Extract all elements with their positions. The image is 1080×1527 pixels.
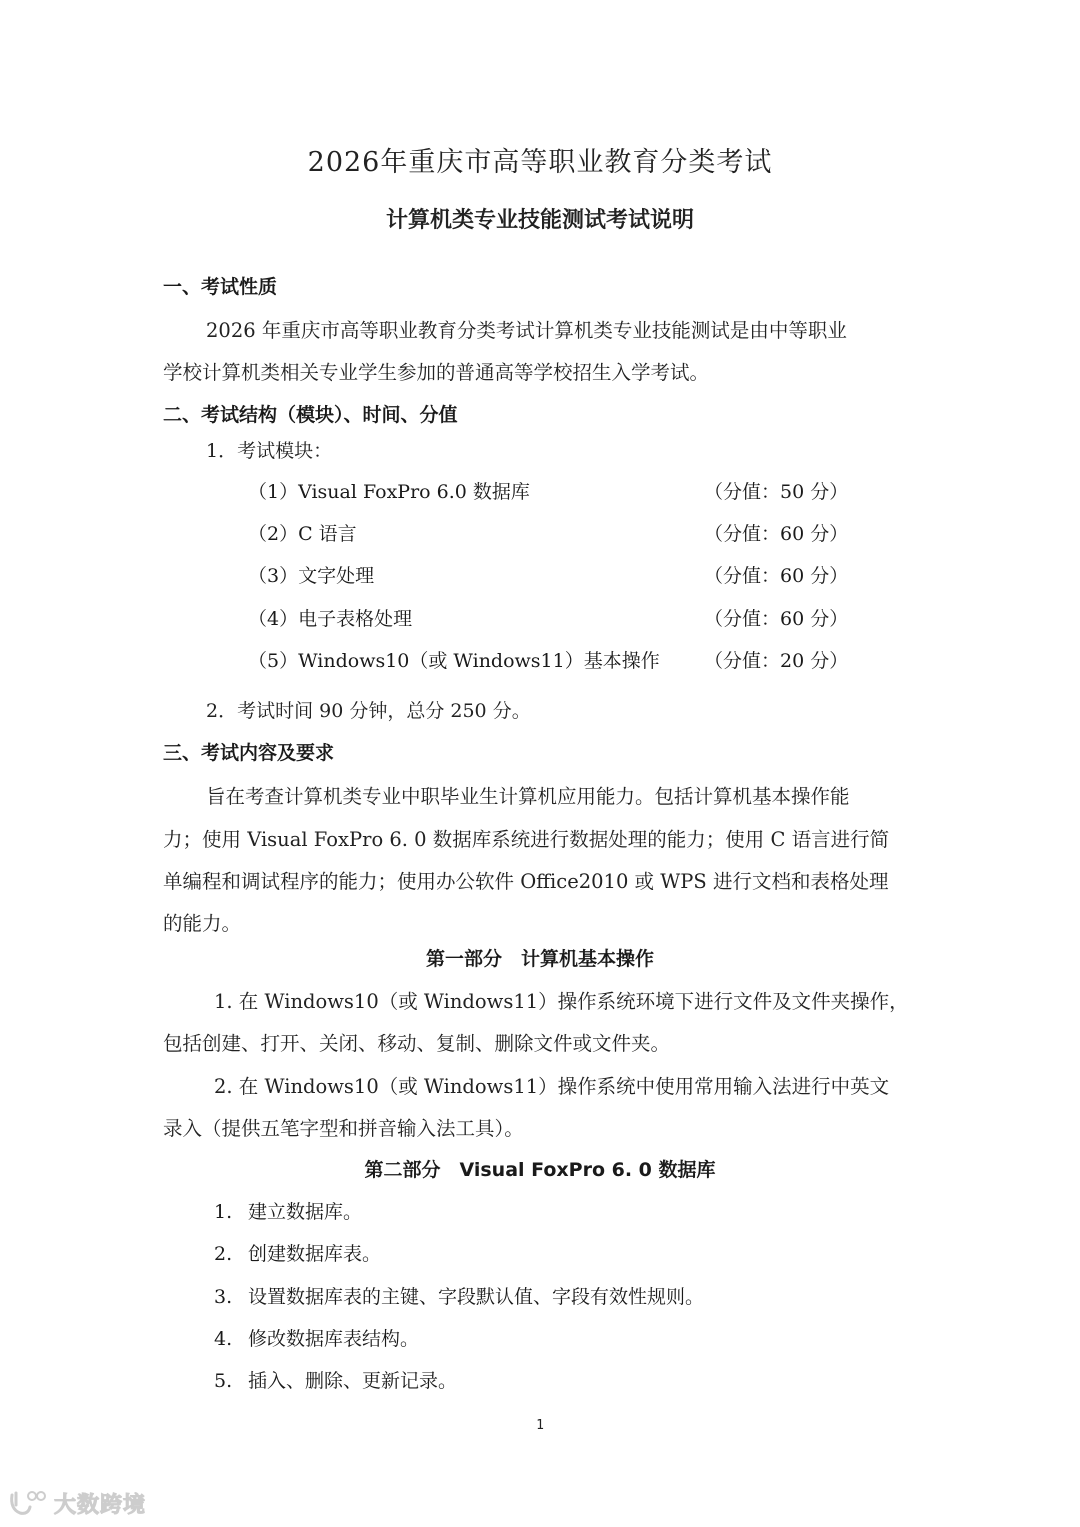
document-subtitle: 计算机类专业技能测试考试说明 — [385, 208, 694, 233]
page-number: 1 — [536, 1418, 544, 1433]
section-heading-content: 三、考试内容及要求 — [163, 742, 335, 764]
part1-item-line: 1. 在 Windows10（或 Windows11）操作系统环境下进行文件及文件夹操作， — [214, 990, 909, 1013]
list-item-text: 建立数据库。 — [248, 1201, 363, 1223]
part1-item-line: 包括创建、打开、关闭、移动、复制、删除文件或文件夹。 — [163, 1032, 671, 1055]
module-score: （分值：20 分） — [704, 650, 849, 672]
modules-label: 1．考试模块： — [206, 440, 333, 462]
list-item-number: 4. — [214, 1328, 233, 1350]
module-score: （分值：50 分） — [704, 481, 849, 503]
module-label: （1）Visual FoxPro 6.0 数据库 — [248, 481, 530, 503]
list-item — [214, 1239, 381, 1266]
list-item-text: 修改数据库表结构。 — [248, 1328, 420, 1350]
list-item — [214, 1324, 419, 1351]
list-item-number: 1. — [214, 1201, 233, 1223]
list-item-text: 插入、删除、更新记录。 — [248, 1370, 458, 1392]
watermark-logo-icon — [8, 1489, 48, 1523]
paragraph-line: 力；使用 Visual FoxPro 6. 0 数据库系统进行数据处理的能力；使用 C 语言进行简 — [163, 828, 890, 851]
module-label: （2）C 语言 — [248, 523, 357, 545]
list-item-number: 2. — [214, 1243, 233, 1265]
paragraph-line: 旨在考查计算机类专业中职毕业生计算机应用能力。包括计算机基本操作能 — [206, 785, 850, 808]
paragraph-line: 学校计算机类相关专业学生参加的普通高等学校招生入学考试。 — [163, 361, 710, 384]
list-item — [214, 1282, 704, 1309]
section-heading-structure: 二、考试结构（模块）、时间、分值 — [163, 404, 458, 426]
exam-time-line: 2．考试时间 90 分钟，总分 250 分。 — [206, 700, 531, 722]
paragraph-line: 的能力。 — [163, 912, 242, 935]
list-item-number: 5. — [214, 1370, 233, 1392]
part-heading-vfp: 第二部分 Visual FoxPro 6. 0 数据库 — [364, 1159, 716, 1181]
module-score: （分值：60 分） — [704, 608, 849, 630]
paragraph-line: 2026 年重庆市高等职业教育分类考试计算机类专业技能测试是由中等职业 — [206, 319, 847, 342]
module-label: （3）文字处理 — [248, 565, 375, 587]
list-item-text: 创建数据库表。 — [248, 1243, 382, 1265]
module-score: （分值：60 分） — [704, 565, 849, 587]
part1-item-line: 录入（提供五笔字型和拼音输入法工具）。 — [163, 1117, 524, 1140]
part-heading-basic-ops: 第一部分 计算机基本操作 — [425, 948, 654, 970]
list-item — [214, 1366, 457, 1393]
watermark — [8, 1488, 146, 1523]
list-item-number: 3. — [214, 1286, 233, 1308]
part1-item-line: 2. 在 Windows10（或 Windows11）操作系统中使用常用输入法进行中英文 — [214, 1075, 890, 1098]
module-score: （分值：60 分） — [704, 523, 849, 545]
section-heading-nature: 一、考试性质 — [163, 276, 278, 298]
document-title: 2026年重庆市高等职业教育分类考试 — [307, 147, 773, 178]
module-label: （4）电子表格处理 — [248, 608, 413, 630]
module-label: （5）Windows10（或 Windows11）基本操作 — [248, 650, 660, 672]
watermark-text: 大数跨境 — [54, 1493, 147, 1518]
list-item — [214, 1197, 362, 1224]
paragraph-line: 单编程和调试程序的能力；使用办公软件 Office2010 或 WPS 进行文档和表格处理 — [163, 870, 889, 893]
list-item-text: 设置数据库表的主键、字段默认值、字段有效性规则。 — [248, 1286, 705, 1308]
